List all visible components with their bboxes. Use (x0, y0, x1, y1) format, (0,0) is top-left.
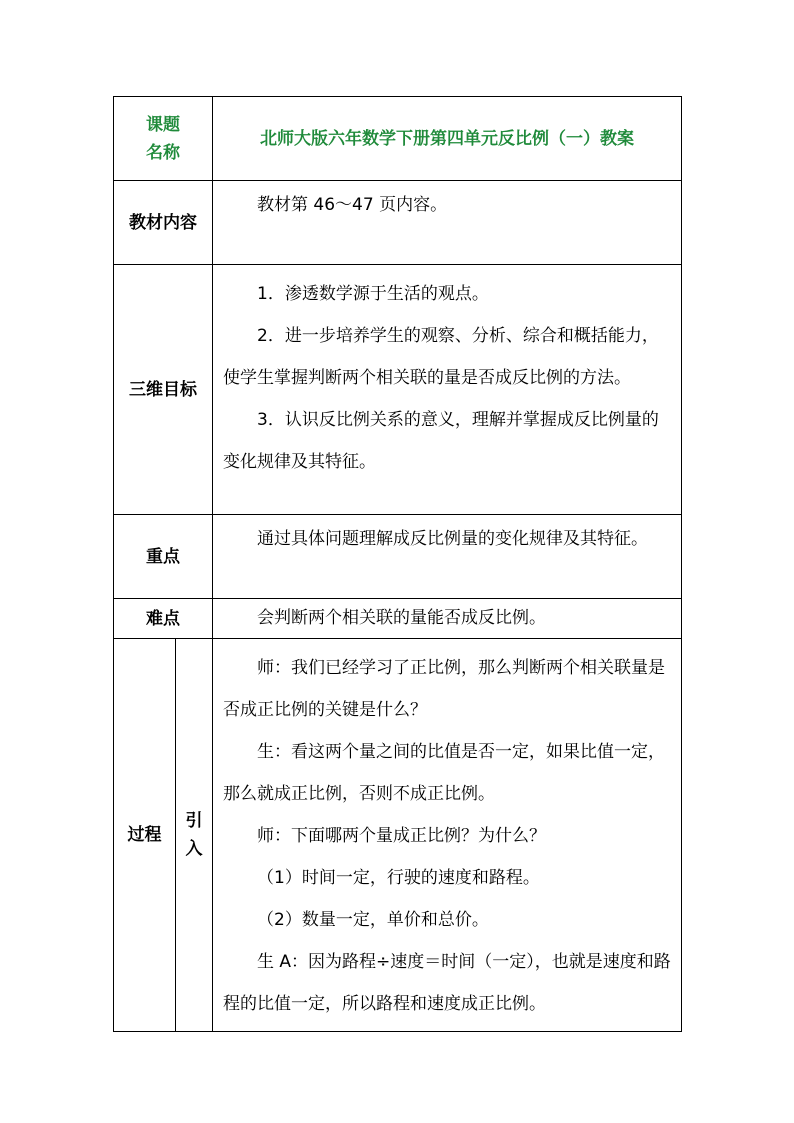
process-label: 过程 (114, 639, 176, 1032)
goals-row (114, 265, 682, 515)
difficulty-label: 难点 (114, 599, 213, 639)
title-label-line1: 课题 (146, 114, 180, 135)
difficulty-text: 会判断两个相关联的量能否成反比例。 (257, 608, 546, 628)
title-label-line2: 名称 (146, 142, 180, 163)
goals-content (213, 265, 682, 515)
lesson-plan-table (113, 96, 682, 1032)
key-point-content (213, 515, 682, 599)
title-row (114, 97, 682, 181)
difficulty-row (114, 599, 682, 639)
process-row (114, 639, 682, 1032)
process-paragraph: （2）数量一定，单价和总价。 (257, 910, 489, 930)
goal-item-2: 2．进一步培养学生的观察、分析、综合和概括能力，使学生掌握判断两个相关联的量是否成反比例的方法。 (223, 326, 659, 388)
goal-item-3: 3．认识反比例关系的意义，理解并掌握成反比例量的变化规律及其特征。 (223, 410, 659, 472)
process-paragraph: 师：我们已经学习了正比例，那么判断两个相关联量是否成正比例的关键是什么？ (223, 658, 665, 720)
difficulty-content (213, 599, 682, 639)
lesson-title: 北师大版六年数学下册第四单元反比例（一）教案 (213, 97, 682, 181)
process-content (213, 639, 682, 1032)
intro-sub-label (176, 639, 213, 1032)
process-paragraph: （1）时间一定，行驶的速度和路程。 (257, 868, 540, 888)
key-point-label: 重点 (114, 515, 213, 599)
title-label-cell (114, 97, 213, 181)
materials-content (213, 181, 682, 265)
key-point-text: 通过具体问题理解成反比例量的变化规律及其特征。 (257, 529, 648, 549)
goals-label: 三维目标 (114, 265, 213, 515)
materials-row (114, 181, 682, 265)
process-paragraph: 生：看这两个量之间的比值是否一定，如果比值一定，那么就成正比例，否则不成正比例。 (223, 742, 665, 804)
process-paragraph: 生 A：因为路程÷速度＝时间（一定），也就是速度和路程的比值一定，所以路程和速度成正比例。 (223, 952, 671, 1014)
key-point-row (114, 515, 682, 599)
intro-sub-label-line2: 入 (185, 839, 203, 859)
goal-item-1: 1．渗透数学源于生活的观点。 (257, 284, 489, 304)
process-paragraph: 师：下面哪两个量成正比例？为什么？ (257, 826, 546, 846)
intro-sub-label-line1: 引 (185, 811, 203, 831)
materials-label: 教材内容 (114, 181, 213, 265)
materials-text: 教材第 46～47 页内容。 (257, 195, 448, 215)
